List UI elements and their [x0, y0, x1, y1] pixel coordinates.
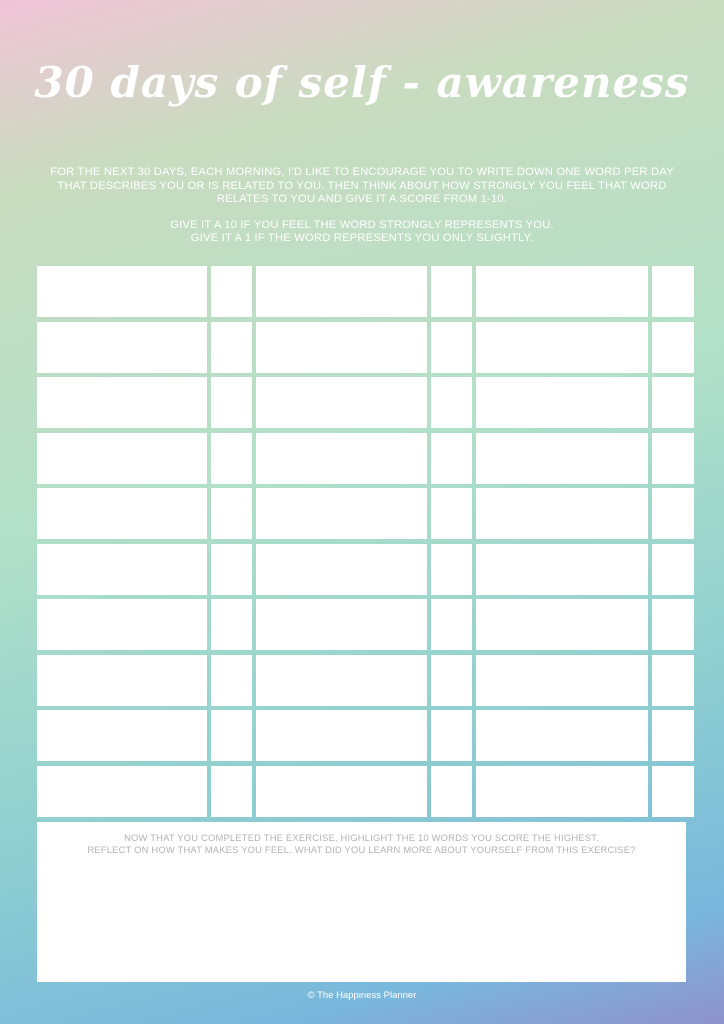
word-cell[interactable] — [476, 599, 648, 650]
score-cell[interactable] — [652, 377, 694, 428]
score-cell[interactable] — [431, 710, 472, 761]
word-cell[interactable] — [37, 266, 207, 317]
word-cell[interactable] — [37, 433, 207, 484]
score-cell[interactable] — [431, 377, 472, 428]
word-cell[interactable] — [256, 377, 427, 428]
word-cell[interactable] — [256, 766, 427, 817]
word-cell[interactable] — [256, 599, 427, 650]
instructions-line: GIVE IT A 1 IF THE WORD REPRESENTS YOU ONLY SLIGHTLY. — [190, 232, 534, 245]
score-cell[interactable] — [652, 655, 694, 706]
score-cell[interactable] — [431, 322, 472, 373]
score-cell[interactable] — [211, 433, 252, 484]
score-cell[interactable] — [211, 599, 252, 650]
score-cell[interactable] — [211, 655, 252, 706]
score-cell[interactable] — [652, 544, 694, 595]
instructions-line: FOR THE NEXT 30 DAYS, EACH MORNING, I'D LIKE TO ENCOURAGE YOU TO WRITE DOWN ONE WORD PER DAY — [50, 166, 674, 178]
word-cell[interactable] — [476, 322, 648, 373]
score-cell[interactable] — [431, 544, 472, 595]
word-cell[interactable] — [476, 488, 648, 539]
word-cell[interactable] — [256, 488, 427, 539]
word-cell[interactable] — [256, 544, 427, 595]
word-cell[interactable] — [37, 655, 207, 706]
score-cell[interactable] — [652, 488, 694, 539]
score-cell[interactable] — [431, 599, 472, 650]
score-cell[interactable] — [211, 544, 252, 595]
word-cell[interactable] — [37, 488, 207, 539]
score-cell[interactable] — [211, 766, 252, 817]
instructions-line: RELATES TO YOU AND GIVE IT A SCORE FROM 1-10. — [216, 193, 508, 206]
score-cell[interactable] — [211, 710, 252, 761]
score-cell[interactable] — [652, 710, 694, 761]
word-cell[interactable] — [476, 655, 648, 706]
word-cell[interactable] — [37, 710, 207, 761]
score-cell[interactable] — [652, 766, 694, 817]
score-cell[interactable] — [211, 488, 252, 539]
word-cell[interactable] — [256, 710, 427, 761]
score-cell[interactable] — [211, 322, 252, 373]
score-cell[interactable] — [211, 266, 252, 317]
word-cell[interactable] — [476, 433, 648, 484]
word-cell[interactable] — [37, 766, 207, 817]
word-cell[interactable] — [476, 544, 648, 595]
instructions-line: GIVE IT A 10 IF YOU FEEL THE WORD STRONGLY REPRESENTS YOU. — [170, 218, 554, 231]
word-cell[interactable] — [476, 710, 648, 761]
word-cell[interactable] — [37, 322, 207, 373]
word-cell[interactable] — [37, 544, 207, 595]
score-cell[interactable] — [431, 655, 472, 706]
score-cell[interactable] — [431, 488, 472, 539]
reflection-box[interactable] — [37, 822, 686, 982]
instructions — [40, 166, 684, 246]
score-cell[interactable] — [431, 266, 472, 317]
score-cell[interactable] — [211, 377, 252, 428]
score-cell[interactable] — [652, 599, 694, 650]
score-cell[interactable] — [652, 433, 694, 484]
word-cell[interactable] — [256, 266, 427, 317]
page-title: 30 days of self - awareness — [34, 58, 690, 107]
word-cell[interactable] — [476, 266, 648, 317]
score-cell[interactable] — [431, 766, 472, 817]
word-cell[interactable] — [476, 377, 648, 428]
score-cell[interactable] — [652, 322, 694, 373]
word-score-grid — [37, 266, 686, 817]
word-cell[interactable] — [37, 599, 207, 650]
word-cell[interactable] — [256, 322, 427, 373]
instructions-line: THAT DESCRIBES YOU OR IS RELATED TO YOU. THEN THINK ABOUT HOW STRONGLY YOU FEEL THAT WORD — [57, 179, 667, 192]
score-cell[interactable] — [652, 266, 694, 317]
score-cell[interactable] — [431, 433, 472, 484]
word-cell[interactable] — [256, 655, 427, 706]
word-cell[interactable] — [476, 766, 648, 817]
word-cell[interactable] — [256, 433, 427, 484]
copyright-footer: © The Happiness Planner — [307, 990, 417, 1001]
word-cell[interactable] — [37, 377, 207, 428]
reflection-prompt: NOW THAT YOU COMPLETED THE EXERCISE, HIGHLIGHT THE 10 WORDS YOU SCORE THE HIGHEST. REFLECT ON HOW THAT MAKES YOU FEEL. WHAT DID YOU LEARN MORE ABOUT YOURSELF FROM THIS EXERCISE? — [87, 832, 636, 855]
